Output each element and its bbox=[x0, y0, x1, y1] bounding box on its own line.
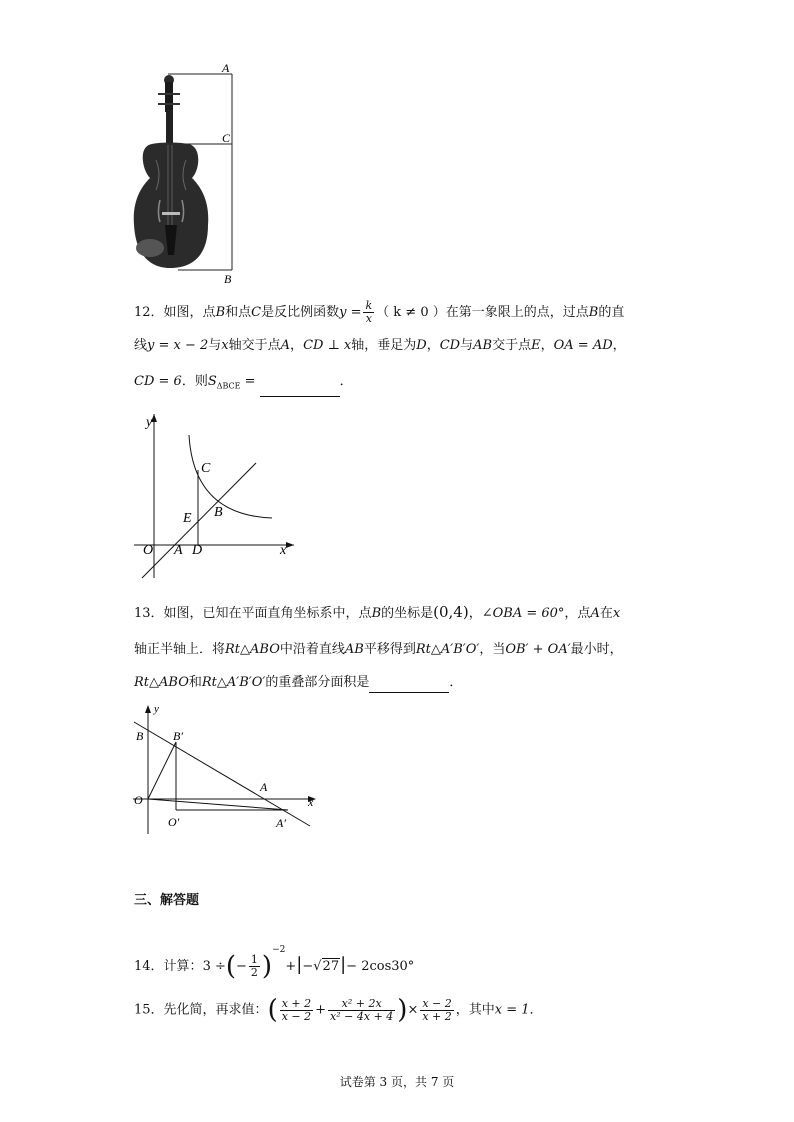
q15-number: 15． bbox=[134, 1002, 164, 1018]
q13-graph-label-y: y bbox=[154, 703, 159, 715]
q13-text: 平移得到 bbox=[363, 642, 416, 657]
q14-abs-minus: − bbox=[302, 959, 314, 974]
q13-x: x bbox=[612, 606, 621, 621]
q15-frac1-den: x − 2 bbox=[281, 1009, 312, 1023]
section-heading: 三、解答题 bbox=[134, 893, 200, 908]
q13-text: ， bbox=[468, 606, 482, 621]
q12-text: ， bbox=[290, 338, 304, 353]
q14-plus: + bbox=[285, 959, 297, 974]
q13-text: 在 bbox=[599, 606, 613, 621]
q14-abs-bar: | bbox=[296, 954, 303, 975]
q14-paren-close: ) bbox=[261, 951, 273, 982]
q12-answer-blank[interactable] bbox=[260, 382, 340, 397]
q15-plus: + bbox=[315, 1002, 327, 1018]
q12-graph-label-b: B bbox=[214, 505, 223, 520]
q13-text: ，点 bbox=[564, 606, 591, 621]
q12-text: 线 bbox=[134, 338, 148, 353]
q15-label: 先化简，再求值： bbox=[163, 1002, 268, 1018]
q12-graph bbox=[134, 408, 304, 583]
q13-number: 13． bbox=[134, 606, 164, 621]
q12-text: 与 bbox=[208, 338, 222, 353]
q12-number: 12． bbox=[134, 305, 164, 320]
q15-frac3-den: x + 2 bbox=[422, 1009, 452, 1023]
q15-frac2-den: x² − 4x + 4 bbox=[330, 1009, 394, 1023]
q12-point-e: E bbox=[531, 338, 541, 353]
q12-text: 是反比例函数 bbox=[261, 305, 340, 320]
q13-graph-label-o: O bbox=[134, 793, 143, 807]
q12-line2 bbox=[134, 336, 626, 356]
q13-point-a: A bbox=[590, 606, 600, 621]
q14-frac-den: 2 bbox=[250, 966, 258, 979]
q12-frac-num: k bbox=[365, 299, 373, 312]
q13-graph-label-x: x bbox=[308, 795, 314, 809]
page-footer: 试卷第 3 页，共 7 页 bbox=[339, 1075, 455, 1089]
q14-paren-open: ( bbox=[225, 951, 237, 982]
q12-text: 的直 bbox=[598, 305, 625, 320]
q13-text: ，当 bbox=[479, 642, 506, 657]
q13-text: 的重叠部分面积是 bbox=[265, 675, 370, 690]
q12-text: 与 bbox=[460, 338, 474, 353]
q12-text: 如图，点 bbox=[163, 305, 216, 320]
q12-point-c: C bbox=[251, 305, 262, 320]
q14-frac bbox=[249, 954, 260, 979]
q12-point-a: A bbox=[280, 338, 291, 353]
q14-exponent: −2 bbox=[272, 945, 286, 955]
q12-line-equation: y = x − 2 bbox=[147, 338, 209, 353]
q12-cd6: CD = 6 bbox=[134, 374, 182, 389]
q14-abs-bar: | bbox=[340, 954, 347, 975]
violin-label-a: A bbox=[222, 61, 230, 75]
q12-condition: （ k ≠ 0 ） bbox=[376, 305, 446, 320]
q14-frac-num: 1 bbox=[250, 953, 258, 966]
q15-times: × bbox=[407, 1002, 419, 1018]
q14-label: 计算： bbox=[163, 959, 203, 974]
q12-ab: AB bbox=[473, 338, 493, 353]
q12-line1 bbox=[134, 300, 624, 325]
q12-graph-label-x: x bbox=[280, 543, 287, 558]
q15-frac3-num: x − 2 bbox=[422, 996, 452, 1010]
q12-frac bbox=[363, 300, 374, 325]
q13-ab: AB bbox=[344, 642, 364, 657]
q13-line1 bbox=[134, 602, 620, 624]
q15-tail: ，其中 bbox=[455, 1002, 495, 1018]
q12-graph-label-a: A bbox=[174, 543, 183, 558]
q14-expr: 3 ÷ bbox=[202, 959, 226, 974]
q12-point-d: D bbox=[416, 338, 427, 353]
q13-text: 如图，已知在平面直角坐标系中，点 bbox=[163, 606, 372, 621]
q13-graph-label-ap: A′ bbox=[276, 816, 286, 830]
q12-frac-den: x bbox=[365, 312, 372, 325]
q13-point-b: B bbox=[371, 606, 382, 621]
q15-end: ． bbox=[529, 1002, 543, 1018]
q13-text: 的坐标是 bbox=[381, 606, 434, 621]
q12-end: ． bbox=[339, 374, 353, 389]
q14-line bbox=[134, 930, 414, 987]
q12-graph-label-o: O bbox=[143, 543, 154, 558]
q12-area: S bbox=[207, 374, 217, 389]
q14-sqrt-value: 27 bbox=[322, 959, 340, 974]
q13-coord: (0,4) bbox=[433, 603, 469, 621]
violin-label-c: C bbox=[222, 131, 231, 145]
q12-point-b: B bbox=[215, 305, 226, 320]
q14-cos: − 2cos30° bbox=[346, 959, 415, 974]
q12-graph-label-d: D bbox=[192, 543, 203, 558]
q12-func: y = bbox=[339, 305, 362, 320]
q13-answer-blank[interactable] bbox=[369, 678, 449, 693]
q13-line2 bbox=[134, 640, 623, 660]
q12-graph-label-y: y bbox=[146, 415, 153, 430]
q13-angle: ∠OBA = 60° bbox=[481, 606, 565, 621]
q12-text: 交于点 bbox=[492, 338, 532, 353]
q12-text: ， bbox=[612, 338, 626, 353]
q13-rt1: Rt△ABO bbox=[225, 642, 280, 657]
q13-rt2: Rt△A′B′O′ bbox=[201, 675, 266, 690]
q13-graph-label-op: O′ bbox=[168, 815, 180, 829]
q13-graph bbox=[128, 702, 318, 837]
q15-frac2 bbox=[328, 998, 395, 1023]
q13-sum: OB′ + OA′ bbox=[505, 642, 571, 657]
q12-point-b: B bbox=[588, 305, 599, 320]
q14-number: 14． bbox=[134, 959, 164, 974]
q13-rt1: Rt△ABO bbox=[134, 675, 189, 690]
q15-frac3 bbox=[420, 998, 453, 1023]
q13-graph-label-a: A bbox=[260, 780, 268, 794]
q12-eq: = bbox=[240, 374, 260, 389]
q14-minus: − bbox=[236, 959, 247, 974]
q15-frac1 bbox=[280, 998, 313, 1023]
q12-oa-ad: OA = AD bbox=[553, 338, 613, 353]
q15-frac2-num: x² + 2x bbox=[328, 998, 395, 1011]
q12-cd: CD bbox=[439, 338, 461, 353]
q12-text: 轴交于点 bbox=[228, 338, 281, 353]
q13-text: 和 bbox=[188, 675, 202, 690]
violin-figure bbox=[130, 60, 245, 285]
q13-end: ． bbox=[449, 675, 463, 690]
q12-text: 在第一象限上的点，过点 bbox=[445, 305, 589, 320]
q12-area-sub: ΔBCE bbox=[216, 381, 241, 391]
q15-condition: x = 1 bbox=[494, 1002, 530, 1018]
q15-paren-close: ) bbox=[397, 995, 408, 1025]
q13-text: 轴正半轴上．将 bbox=[134, 642, 226, 657]
q12-text: ， bbox=[426, 338, 440, 353]
q12-x: x bbox=[221, 338, 229, 353]
q13-text: 中沿着直线 bbox=[279, 642, 345, 657]
violin-label-b: B bbox=[224, 272, 232, 285]
q13-line3 bbox=[134, 673, 462, 693]
q13-text: 最小时， bbox=[570, 642, 623, 657]
q12-text: ， bbox=[540, 338, 554, 353]
q12-perp: CD ⊥ x bbox=[303, 338, 352, 353]
q12-graph-label-e: E bbox=[183, 511, 192, 526]
q12-graph-label-c: C bbox=[201, 461, 211, 476]
q12-text: 和点 bbox=[225, 305, 252, 320]
q12-text: ．则 bbox=[181, 374, 208, 389]
q13-graph-label-b: B bbox=[136, 729, 144, 743]
q14-sqrt-sign: √ bbox=[313, 959, 322, 974]
q12-text: 轴，垂足为 bbox=[351, 338, 417, 353]
q15-paren-open: ( bbox=[267, 995, 278, 1025]
q15-frac1-num: x + 2 bbox=[281, 996, 312, 1010]
q13-rt2: Rt△A′B′O′ bbox=[415, 642, 480, 657]
q15-line bbox=[134, 990, 543, 1031]
q13-graph-label-bp: B′ bbox=[173, 729, 183, 743]
q12-line3 bbox=[134, 372, 353, 397]
